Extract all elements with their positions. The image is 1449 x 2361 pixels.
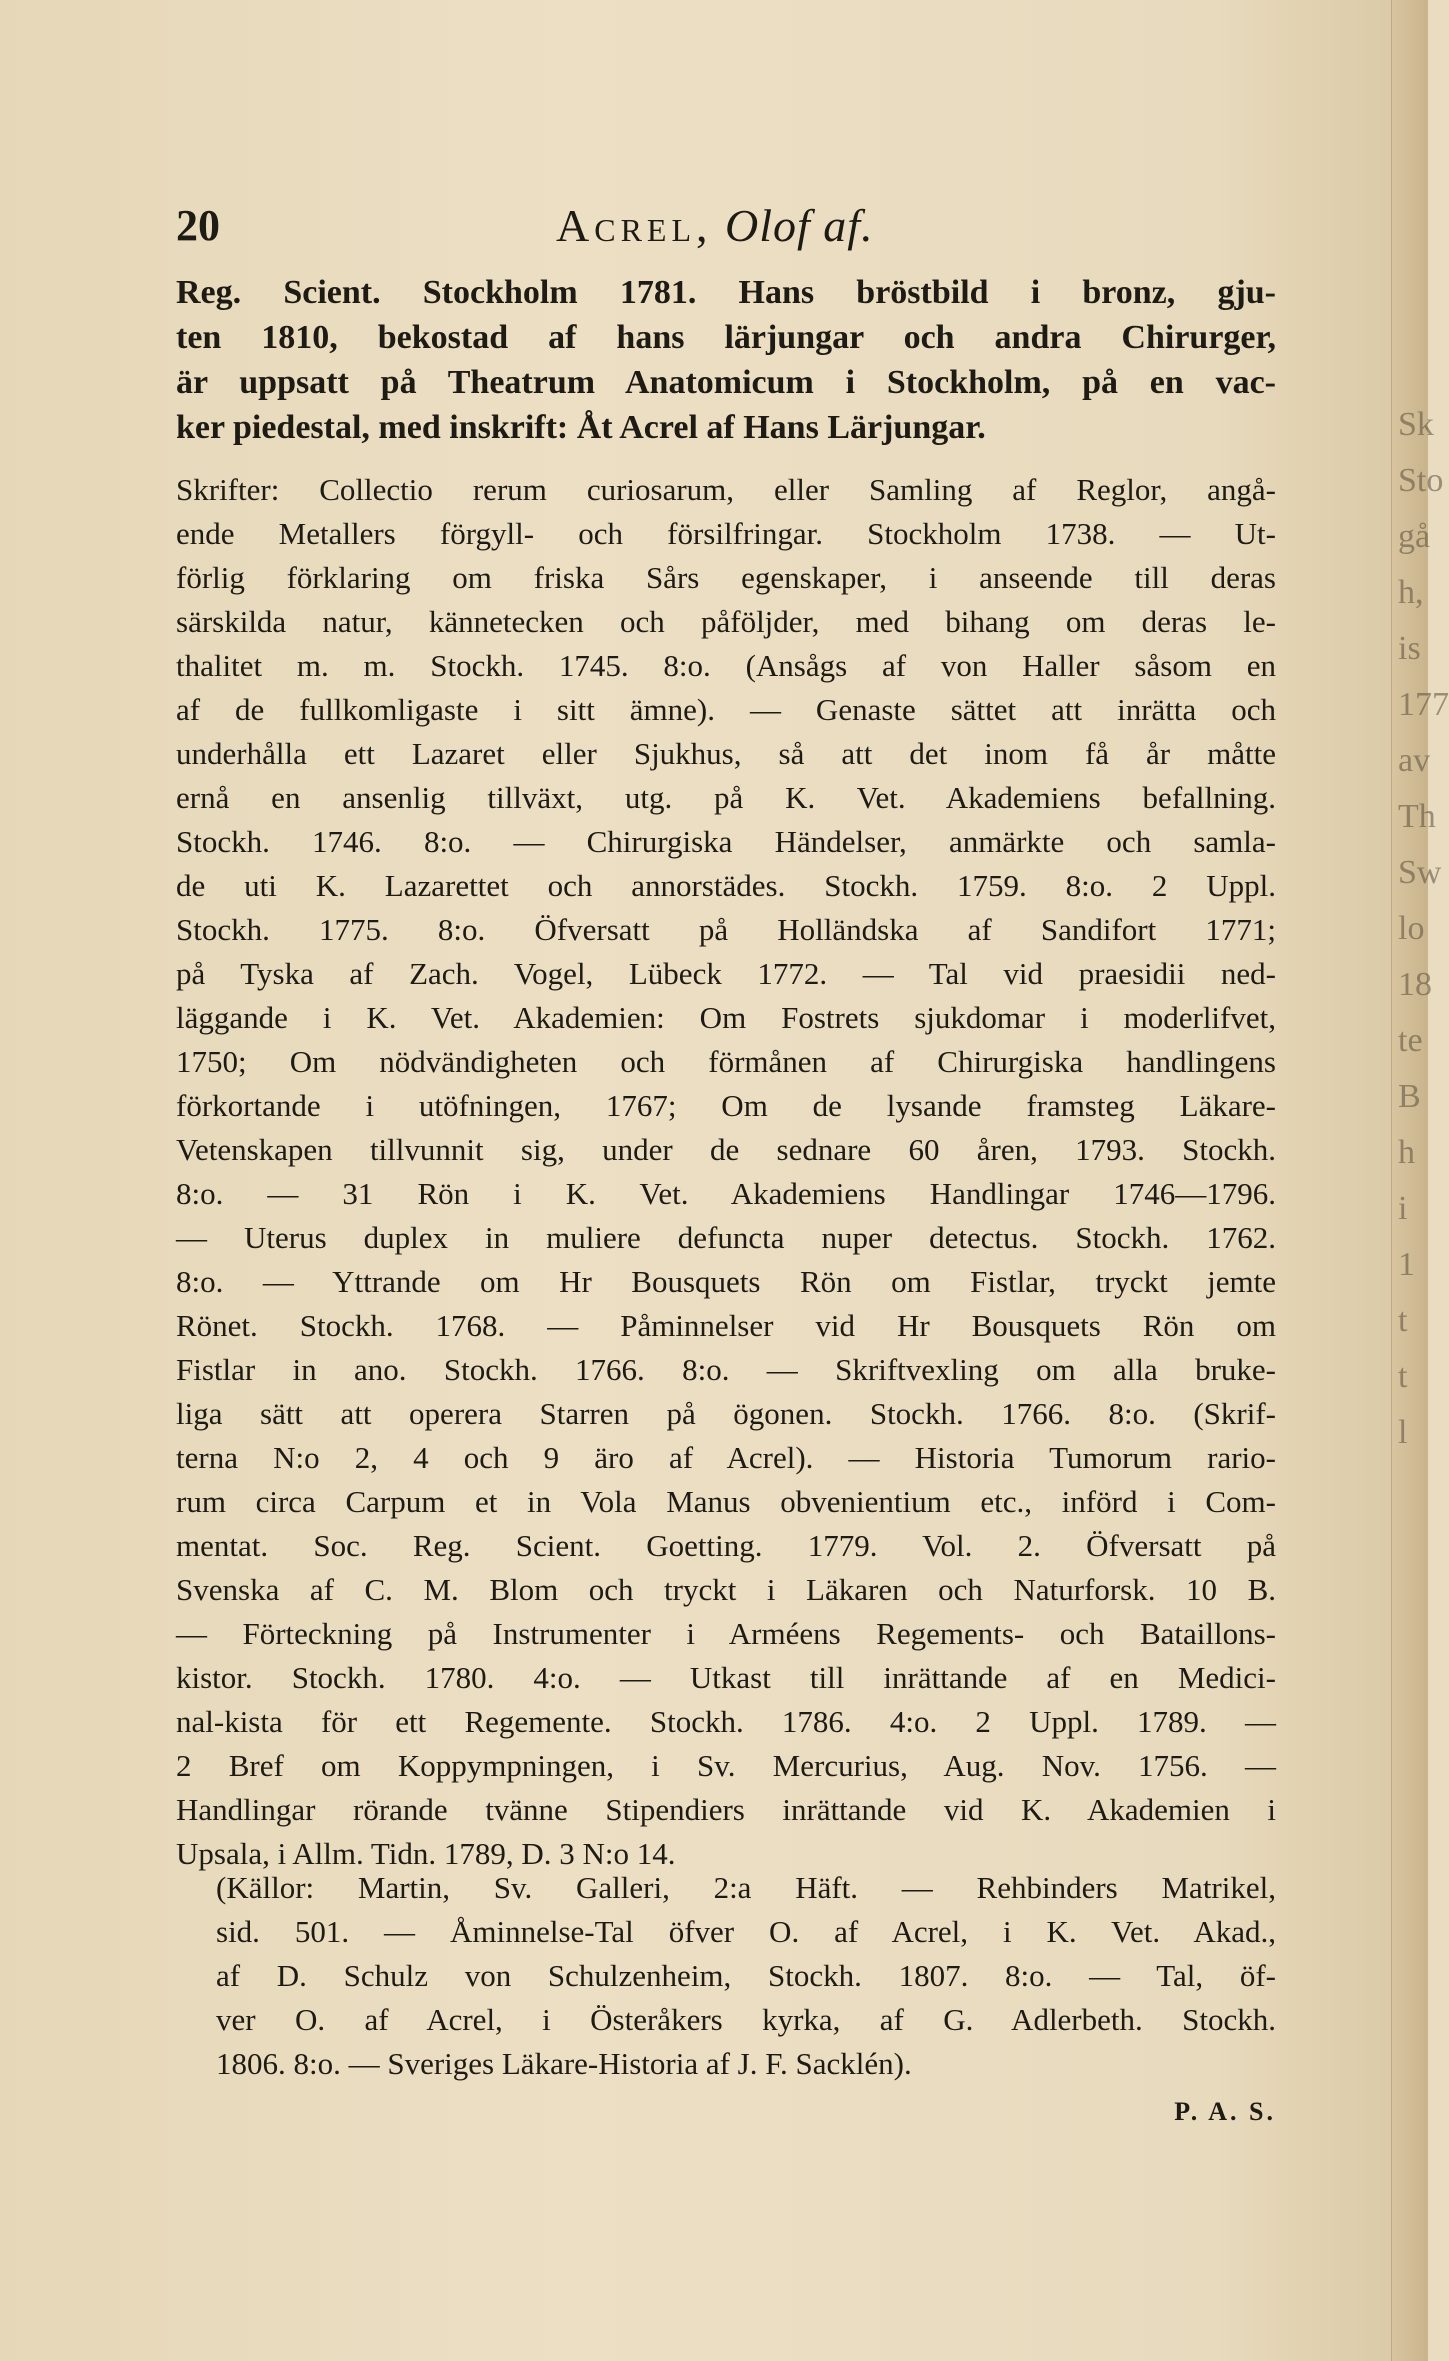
intro-paragraph bbox=[176, 270, 1276, 450]
author-signature: P. A. S. bbox=[1174, 2097, 1276, 2126]
page-number: 20 bbox=[176, 201, 220, 250]
writings-line: nal-kista för ett Regemente. Stockh. 1786. 4:o. 2 Uppl. 1789. — bbox=[176, 1704, 1276, 1739]
running-head-surname: Acrel, bbox=[556, 200, 713, 251]
margin-bleed-fragment: is bbox=[1398, 630, 1421, 667]
running-head-given-name: Olof af. bbox=[725, 200, 874, 251]
margin-bleed-fragment: gå bbox=[1398, 518, 1431, 555]
writings-line: ernå en ansenlig tillväxt, utg. på K. Vet. Akademiens befallning. bbox=[176, 780, 1276, 815]
writings-line: ende Metallers förgyll- och försilfringar. Stockholm 1738. — Ut- bbox=[176, 516, 1276, 551]
writings-line: af de fullkomligaste i sitt ämne). — Genaste sättet att inrätta och bbox=[176, 692, 1276, 727]
intro-line: ker piedestal, med inskrift: Åt Acrel af Hans Lärjungar. bbox=[176, 409, 986, 446]
intro-line: Reg. Scient. Stockholm 1781. Hans bröstbild i bronz, gju- bbox=[176, 274, 1276, 311]
margin-bleed-fragment: Sto bbox=[1398, 462, 1444, 499]
writings-line: Fistlar in ano. Stockh. 1766. 8:o. — Skriftvexling om alla bruke- bbox=[176, 1352, 1276, 1387]
sources-line: ver O. af Acrel, i Österåkers kyrka, af G. Adlerbeth. Stockh. bbox=[216, 2002, 1276, 2037]
writings-line: Handlingar rörande tvänne Stipendiers inrättande vid K. Akademien i bbox=[176, 1792, 1276, 1827]
intro-line: är uppsatt på Theatrum Anatomicum i Stockholm, på en vac- bbox=[176, 364, 1276, 401]
writings-line: mentat. Soc. Reg. Scient. Goetting. 1779. Vol. 2. Öfversatt på bbox=[176, 1528, 1276, 1563]
margin-bleed-fragment: lo bbox=[1398, 910, 1425, 947]
sources-line: (Källor: Martin, Sv. Galleri, 2:a Häft. — Rehbinders Matrikel, bbox=[216, 1870, 1276, 1905]
margin-bleed-fragment: h bbox=[1398, 1134, 1415, 1171]
writings-line: Stockh. 1775. 8:o. Öfversatt på Holländska af Sandifort 1771; bbox=[176, 912, 1276, 947]
sources-line: 1806. 8:o. — Sveriges Läkare-Historia af J. F. Sacklén). bbox=[216, 2046, 912, 2081]
margin-bleed-fragment: h, bbox=[1398, 574, 1424, 611]
writings-line: Svenska af C. M. Blom och tryckt i Läkaren och Naturforsk. 10 B. bbox=[176, 1572, 1276, 1607]
writings-line: Vetenskapen tillvunnit sig, under de sednare 60 åren, 1793. Stockh. bbox=[176, 1132, 1276, 1167]
writings-line: läggande i K. Vet. Akademien: Om Fostrets sjukdomar i moderlifvet, bbox=[176, 1000, 1276, 1035]
running-head bbox=[556, 196, 874, 256]
margin-bleed-fragment: Th bbox=[1398, 798, 1436, 835]
writings-line: de uti K. Lazarettet och annorstädes. Stockh. 1759. 8:o. 2 Uppl. bbox=[176, 868, 1276, 903]
writings-line: Skrifter: Collectio rerum curiosarum, eller Samling af Reglor, angå- bbox=[176, 472, 1276, 507]
sources-paragraph bbox=[216, 1866, 1276, 2086]
margin-bleed-fragment: Sk bbox=[1398, 406, 1434, 443]
margin-bleed-fragment: 177 bbox=[1398, 686, 1449, 723]
writings-line: — Uterus duplex in muliere defuncta nuper detectus. Stockh. 1762. bbox=[176, 1220, 1276, 1255]
margin-bleed-fragment: Sw bbox=[1398, 854, 1442, 891]
writings-line: thalitet m. m. Stockh. 1745. 8:o. (Ansågs af von Haller såsom en bbox=[176, 648, 1276, 683]
page-header bbox=[176, 196, 1336, 256]
writings-line: Rönet. Stockh. 1768. — Påminnelser vid Hr Bousquets Rön om bbox=[176, 1308, 1276, 1343]
sources-line: sid. 501. — Åminnelse-Tal öfver O. af Acrel, i K. Vet. Akad., bbox=[216, 1914, 1276, 1949]
writings-line: terna N:o 2, 4 och 9 äro af Acrel). — Historia Tumorum rario- bbox=[176, 1440, 1276, 1475]
writings-line: 8:o. — 31 Rön i K. Vet. Akademiens Handlingar 1746—1796. bbox=[176, 1176, 1276, 1211]
writings-line: — Förteckning på Instrumenter i Arméens Regements- och Bataillons- bbox=[176, 1616, 1276, 1651]
sources-line: af D. Schulz von Schulzenheim, Stockh. 1807. 8:o. — Tal, öf- bbox=[216, 1958, 1276, 1993]
writings-line: kistor. Stockh. 1780. 4:o. — Utkast till inrättande af en Medici- bbox=[176, 1660, 1276, 1695]
signature-block bbox=[176, 2090, 1276, 2134]
margin-bleed-fragment: av bbox=[1398, 742, 1431, 779]
writings-line: rum circa Carpum et in Vola Manus obvenientium etc., införd i Com- bbox=[176, 1484, 1276, 1519]
margin-bleed-fragment: t bbox=[1398, 1358, 1408, 1395]
writings-line: liga sätt att operera Starren på ögonen. Stockh. 1766. 8:o. (Skrif- bbox=[176, 1396, 1276, 1431]
margin-bleed-fragment: 1 bbox=[1398, 1246, 1415, 1283]
writings-line: 8:o. — Yttrande om Hr Bousquets Rön om Fistlar, tryckt jemte bbox=[176, 1264, 1276, 1299]
writings-line: på Tyska af Zach. Vogel, Lübeck 1772. — Tal vid praesidii ned- bbox=[176, 956, 1276, 991]
margin-bleed-fragment: 18 bbox=[1398, 966, 1432, 1003]
writings-line: Upsala, i Allm. Tidn. 1789, D. 3 N:o 14. bbox=[176, 1836, 676, 1871]
writings-line: underhålla ett Lazaret eller Sjukhus, så att det inom få år måtte bbox=[176, 736, 1276, 771]
writings-line: förlig förklaring om friska Sårs egenskaper, i anseende till deras bbox=[176, 560, 1276, 595]
margin-bleed-fragment: l bbox=[1398, 1414, 1408, 1451]
writings-paragraph bbox=[176, 468, 1276, 1876]
margin-bleed-fragment: te bbox=[1398, 1022, 1423, 1059]
writings-line: 1750; Om nödvändigheten och förmånen af Chirurgiska handlingens bbox=[176, 1044, 1276, 1079]
margin-bleed-fragment: i bbox=[1398, 1190, 1408, 1227]
intro-line: ten 1810, bekostad af hans lärjungar och andra Chirurger, bbox=[176, 319, 1276, 356]
writings-line: Stockh. 1746. 8:o. — Chirurgiska Händelser, anmärkte och samla- bbox=[176, 824, 1276, 859]
writings-line: 2 Bref om Koppympningen, i Sv. Mercurius, Aug. Nov. 1756. — bbox=[176, 1748, 1276, 1783]
writings-line: förkortande i utöfningen, 1767; Om de lysande framsteg Läkare- bbox=[176, 1088, 1276, 1123]
margin-bleed-fragment: B bbox=[1398, 1078, 1421, 1115]
writings-line: särskilda natur, kännetecken och påföljder, med bihang om deras le- bbox=[176, 604, 1276, 639]
facing-page-edge bbox=[1391, 0, 1449, 2361]
margin-bleed-fragment: t bbox=[1398, 1302, 1408, 1339]
